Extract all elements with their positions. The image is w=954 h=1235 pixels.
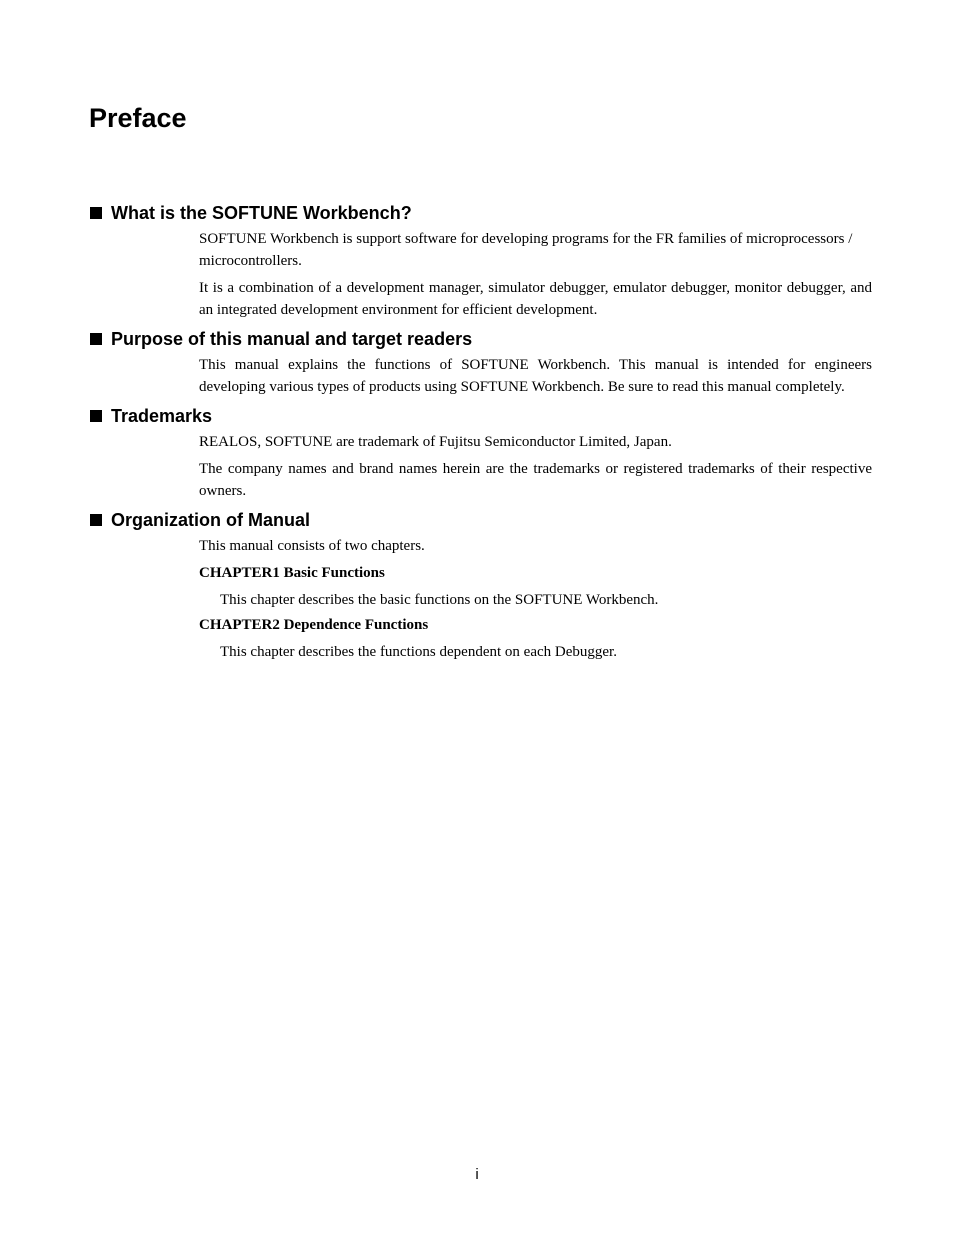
section-heading <box>89 327 872 351</box>
paragraph: This manual consists of two chapters. <box>199 538 425 554</box>
page-title: Preface <box>89 103 187 133</box>
square-bullet-icon <box>90 207 102 219</box>
section-purpose <box>89 327 872 398</box>
document-body <box>89 201 872 669</box>
chapter-title: CHAPTER2 Dependence Functions <box>199 617 429 633</box>
section-heading <box>89 201 872 225</box>
section-heading <box>89 404 872 428</box>
section-heading-text: What is the SOFTUNE Workbench? <box>111 203 412 223</box>
section-heading <box>89 508 872 532</box>
chapter-title: CHAPTER1 Basic Functions <box>199 565 385 581</box>
section-body <box>199 354 872 398</box>
chapter-description: This chapter describes the basic functions on the SOFTUNE Workbench. <box>220 592 659 608</box>
square-bullet-icon <box>90 410 102 422</box>
section-heading-text: Organization of Manual <box>111 510 311 530</box>
paragraph: It is a combination of a development manager, simulator debugger, emulator debugger, monitor debugger, and an integrated development environment for efficient development. <box>199 280 872 318</box>
square-bullet-icon <box>90 333 102 345</box>
paragraph: This manual explains the functions of SOFTUNE Workbench. This manual is intended for engineers developing various types of products using SOFTUNE Workbench. Be sure to read this manual completely. <box>199 357 872 395</box>
square-bullet-icon <box>90 514 102 526</box>
paragraph: SOFTUNE Workbench is support software for developing programs for the FR families of microprocessors / microcontrollers. <box>199 231 853 269</box>
section-heading-text: Trademarks <box>111 406 213 426</box>
section-body <box>199 228 872 321</box>
section-what-is-softune <box>89 201 872 321</box>
chapter-description: This chapter describes the functions dependent on each Debugger. <box>220 644 617 660</box>
section-body <box>199 431 872 502</box>
section-heading-text: Purpose of this manual and target readers <box>111 329 473 349</box>
section-organization <box>89 508 872 663</box>
page-number: i <box>475 1166 479 1183</box>
paragraph: The company names and brand names herein are the trademarks or registered trademarks of their respective owners. <box>199 461 872 499</box>
section-body <box>199 535 872 663</box>
paragraph: REALOS, SOFTUNE are trademark of Fujitsu Semiconductor Limited, Japan. <box>199 434 672 450</box>
section-trademarks <box>89 404 872 502</box>
